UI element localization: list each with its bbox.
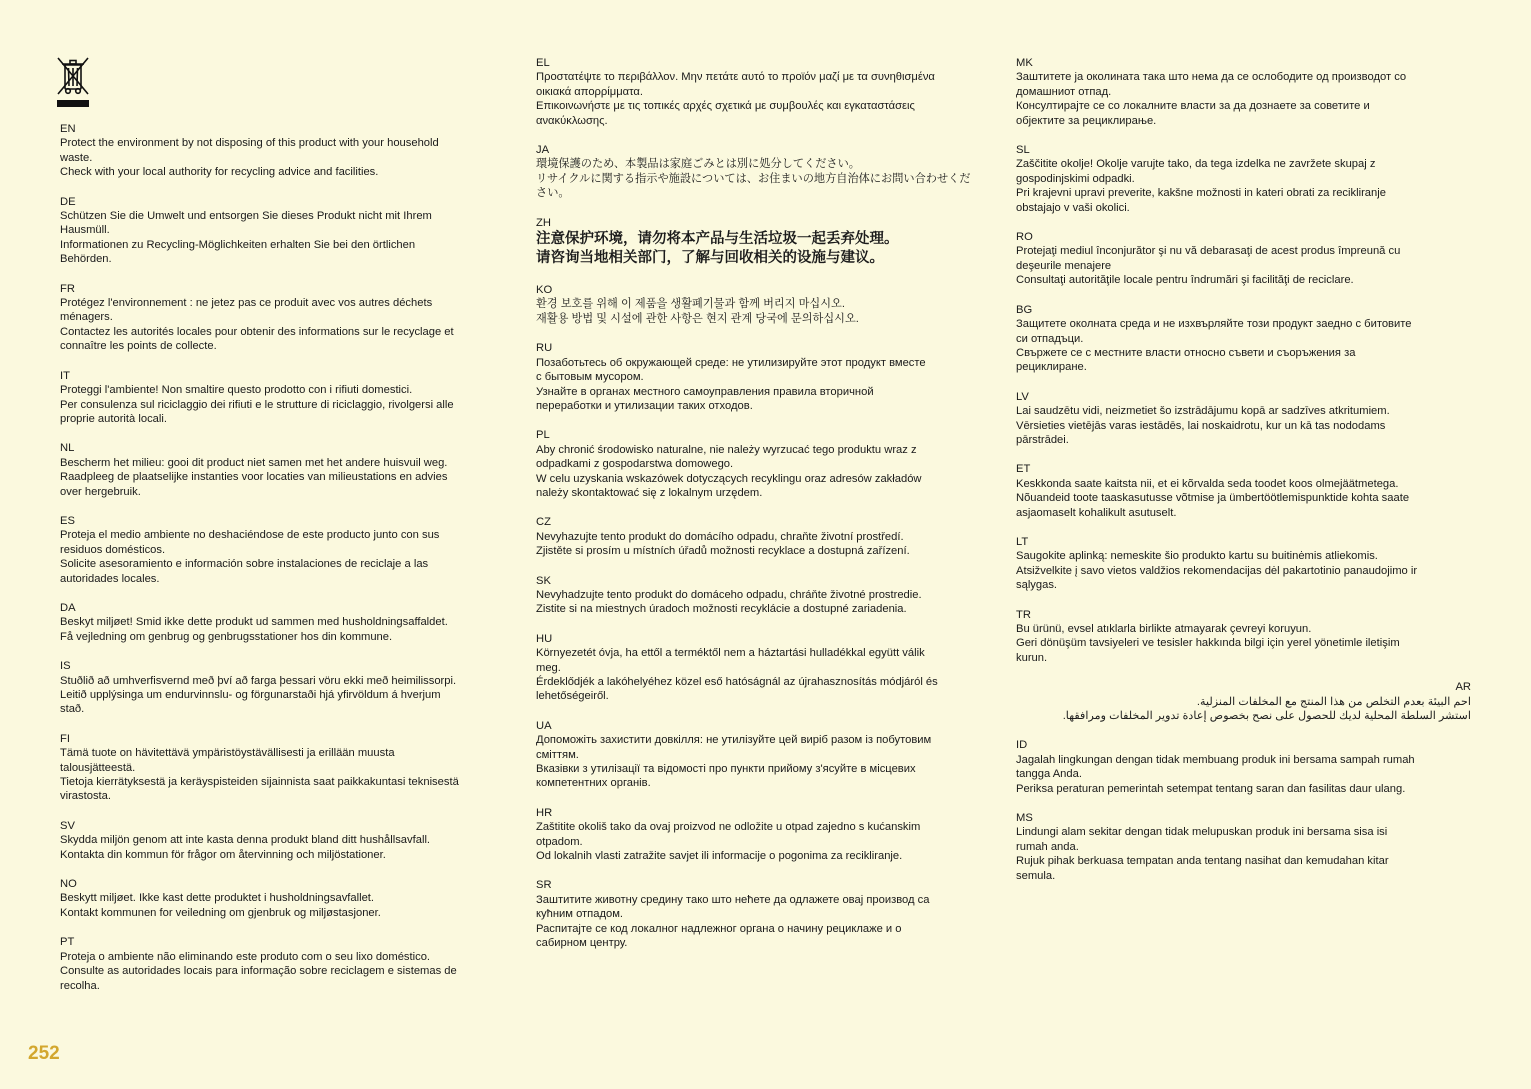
text-line: Nevyhazujte tento produkt do domácího odpadu, chraňte životní prostředí. (536, 530, 904, 543)
language-code: ES (60, 514, 75, 527)
text-line: Od lokalnih vlasti zatražite savjet ili informacije o pogonima za recikliranje. (536, 850, 903, 863)
text-line: virastosta. (60, 790, 111, 803)
text-line: Вказівки з утилізації та відомості про пункти прийому з'ясуйте в місцевих (536, 763, 916, 776)
language-code: HU (536, 632, 553, 645)
text-line: сабирном центру. (536, 937, 628, 950)
text-line: talousjätteestä. (60, 761, 136, 774)
language-code: RO (1016, 231, 1033, 244)
text-line: Lindungi alam sekitar dengan tidak melupuskan produk ini bersama sisa isi (1016, 826, 1388, 839)
text-line: Zjistěte si prosím u místních úřadů možnosti recyklace a dostupná zařízení. (536, 545, 910, 558)
text-line: 環境保護のため、本製品は家庭ごみとは別に処分してください。 (536, 158, 860, 171)
text-line: Geri dönüşüm tavsiyeleri ve tesisler hakkında bilgi için yerel yönetimle iletişim (1016, 637, 1400, 650)
language-block-it (60, 369, 515, 427)
language-column-2 (536, 56, 988, 966)
text-line: Stuðlið að umhverfisvernd með því að farga þessari vöru ekki með heimilissorpi. (60, 674, 457, 687)
text-line: Заштитите животну средину тако што нећете да одлажете овај производ са (536, 893, 930, 906)
text-line: Tietoja kierrätyksestä ja keräyspisteiden sijainnista saat paikkakuntasi teknisestä (60, 776, 459, 789)
language-block-et (1016, 462, 1471, 520)
text-line: Kontakta din kommun för frågor om återvinning och miljöstationer. (60, 848, 386, 861)
text-line: Atsižvelkite į savo vietos valdžios rekomendacijas dėl pakartotinio panaudojimo ir (1016, 564, 1418, 577)
text-line: Nõuandeid toote taaskasutusse võtmise ja ümbertöötlemispunktide kohta saate (1016, 492, 1410, 505)
text-line: Protégez l'environnement : ne jetez pas ce produit avec vos autres déchets (60, 297, 433, 310)
text-line: Lai saudzētu vidi, neizmetiet šo izstrādājumu kopā ar sadzīves atkritumiem. (1016, 405, 1390, 418)
language-code: FR (60, 282, 75, 295)
language-block-ru (536, 341, 988, 413)
text-line: lehetőségeiről. (536, 690, 609, 703)
text-line: сміттям. (536, 748, 579, 761)
text-line: احم البيئة بعدم التخلص من هذا المنتج مع المخلفات المنزلية. (1196, 695, 1471, 708)
language-block-ms (1016, 811, 1471, 883)
text-line: Nevyhadzujte tento produkt do domáceho odpadu, chráňte životné prostredie. (536, 588, 922, 601)
text-line: recolha. (60, 979, 100, 992)
text-line: pārstrādei. (1016, 433, 1069, 446)
language-block-nl (60, 441, 515, 499)
text-line: Zaščitite okolje! Okolje varujte tako, da tega izdelka ne zavržete skupaj z (1016, 158, 1376, 171)
language-code: SR (536, 879, 552, 892)
text-line: Saugokite aplinką: nemeskite šio produkto kartu su buitinėmis atliekomis. (1016, 550, 1378, 563)
language-code: NO (60, 878, 77, 891)
language-code: EN (60, 123, 76, 135)
text-line: Check with your local authority for recycling advice and facilities. (60, 166, 379, 179)
weee-crossed-out-bin-icon (56, 56, 90, 108)
text-line: Επικοινωνήστε με τις τοπικές αρχές σχετικά με συμβουλές και εγκαταστάσεις (536, 100, 915, 113)
text-line: rumah anda. (1016, 840, 1079, 853)
text-line: W celu uzyskania wskazówek dotyczących recyklingu oraz adresów zakładów (536, 472, 922, 485)
text-line: リサイクルに関する指示や施設については、お住まいの地方自治体にお問い合わせくだ (536, 172, 971, 185)
language-code: HR (536, 806, 553, 819)
text-line: Periksa peraturan pemerintah setempat tentang saran dan fasilitas daur ulang. (1016, 782, 1406, 795)
text-line: Jagalah lingkungan dengan tidak membuang produk ini bersama sampah rumah (1016, 753, 1415, 766)
text-line: otpadom. (536, 835, 583, 848)
text-line: tangga Anda. (1016, 768, 1082, 781)
text-line: Per consulenza sul riciclaggio dei rifiuti e le strutture di riciclaggio, rivolgersi alle (60, 398, 454, 411)
language-code: TR (1016, 608, 1031, 621)
text-line: Proteja el medio ambiente no deshaciéndose de este producto junto con sus (60, 529, 440, 542)
language-code: BG (1016, 303, 1033, 316)
text-line: Vērsieties vietējās varas iestādēs, lai noskaidrotu, kur un kā tas nododams (1016, 419, 1386, 432)
text-line: Schützen Sie die Umwelt und entsorgen Sie dieses Produkt nicht mit Ihrem (60, 210, 432, 223)
language-block-sr (536, 878, 988, 950)
text-line: Proteggi l'ambiente! Non smaltire questo prodotto con i rifiuti domestici. (60, 384, 413, 397)
text-line: Tämä tuote on hävitettävä ympäristöystävällisesti ja erillään muusta (60, 747, 395, 760)
text-line: переработки и утилизации таких отходов. (536, 399, 753, 412)
text-line: stað. (60, 703, 85, 716)
text-line: autoridades locales. (60, 572, 160, 585)
language-code: ZH (536, 216, 551, 229)
language-block-lt (1016, 535, 1471, 593)
language-block-sv (60, 819, 515, 862)
text-line: meg. (536, 661, 561, 674)
text-line: Få vejledning om genbrug og genbrugsstationer hos din kommune. (60, 630, 393, 643)
text-line: 재활용 방법 및 시설에 관한 사항은 현지 관계 당국에 문의하십시오. (536, 312, 859, 325)
language-code: RU (536, 342, 553, 355)
text-line: Допоможіть захистити довкілля: не утилізуйте цей виріб разом із побутовим (536, 734, 932, 747)
text-line: Kontakt kommunen for veiledning om gjenbruk og miljøstasjoner. (60, 906, 381, 919)
text-line: рециклиране. (1016, 361, 1087, 374)
text-line: Proteja o ambiente não eliminando este produto com o seu lixo doméstico. (60, 950, 431, 963)
language-block-zh (536, 216, 988, 268)
text-line: odpadkami z gospodarstwa domowego. (536, 458, 734, 471)
text-line: с бытовым мусором. (536, 371, 644, 384)
language-code: JA (536, 144, 550, 157)
text-line: ménagers. (60, 311, 113, 324)
text-line: 환경 보호를 위해 이 제품을 생활폐기물과 함께 버리지 마십시오. (536, 298, 845, 311)
text-line: 请咨询当地相关部门，了解与回收相关的设施与建议。 (536, 250, 884, 267)
text-line: Protect the environment by not disposing of this product with your household (60, 137, 439, 150)
language-block-ro (1016, 230, 1471, 288)
text-line: Keskkonda saate kaitsta nii, et ei kõrvalda seda toodet koos olmejäätmetega. (1016, 477, 1399, 490)
text-line: Protejaţi mediul înconjurător şi nu vă debarasaţi de acest produs împreună cu (1016, 245, 1401, 258)
text-line: semula. (1016, 869, 1056, 882)
text-line: Bu ürünü, evsel atıklarla birlikte atmayarak çevreyi koruyun. (1016, 623, 1312, 635)
text-line: Contactez les autorités locales pour obtenir des informations sur le recyclage et (60, 325, 454, 338)
language-block-hu (536, 632, 988, 704)
language-block-ua (536, 719, 988, 791)
language-code: EL (536, 57, 550, 69)
text-line: Распитајте се код локалног надлежног органа о начину рециклаже и о (536, 922, 902, 935)
language-code: MS (1016, 812, 1033, 825)
language-column-3 (1016, 56, 1471, 898)
language-block-mk (1016, 56, 1471, 128)
language-code: KO (536, 284, 553, 297)
language-block-tr (1016, 608, 1471, 666)
text-line: кућним отпадом. (536, 908, 623, 921)
text-line: Προστατέψτε το περιβάλλον. Μην πετάτε αυτό το προϊόν μαζί με τα συνηθισμένα (536, 71, 935, 84)
text-line: Aby chronić środowisko naturalne, nie należy wyrzucać tego produktu wraz z (536, 443, 917, 456)
language-block-no (60, 877, 515, 920)
language-block-sk (536, 574, 988, 617)
language-block-lv (1016, 390, 1471, 448)
text-line: Pri krajevni upravi preverite, kakšne možnosti in kateri obrati za recikliranje (1016, 187, 1386, 200)
language-block-id (1016, 738, 1471, 796)
text-line: Érdeklődjék a lakóhelyéhez közel eső hatóságnál az újrahasznosítás módjáról és (536, 676, 938, 688)
text-line: Környezetét óvja, ha ettől a terméktől nem a háztartási hulladékkal együtt válik (536, 647, 925, 660)
language-block-bg (1016, 303, 1471, 375)
text-line: asjaomaselt kohalikult asutuselt. (1016, 506, 1177, 519)
language-column-1 (60, 122, 515, 1008)
language-code: CZ (536, 516, 551, 529)
text-line: Rujuk pihak berkuasa tempatan anda tentang nasihat dan kemudahan kitar (1016, 855, 1389, 868)
language-block-hr (536, 806, 988, 864)
text-line: Solicite asesoramiento e información sobre instalaciones de reciclaje a las (60, 558, 429, 571)
language-code: LV (1016, 390, 1029, 403)
text-line: Консултирајте се со локалните власти за да дознаете за советите и (1016, 100, 1370, 113)
text-line: kurun. (1016, 651, 1048, 664)
text-line: Skydda miljön genom att inte kasta denna produkt bland ditt hushållsavfall. (60, 834, 431, 847)
text-line: Consultaţi autorităţile locale pentru îndrumări şi facilităţi de reciclare. (1016, 274, 1354, 287)
language-code: DA (60, 601, 76, 614)
language-block-ko (536, 283, 988, 326)
page-number: 252 (28, 1043, 60, 1064)
text-line: 注意保护环境，请勿将本产品与生活垃圾一起丢弃处理。 (536, 231, 899, 248)
text-line: компетентних органів. (536, 777, 651, 790)
text-line: Behörden. (60, 253, 112, 266)
text-line: си отпадъци. (1016, 332, 1084, 345)
language-block-fi (60, 732, 515, 804)
text-line: домашниот отпад. (1016, 85, 1112, 98)
language-block-ar (1016, 680, 1471, 723)
language-block-de (60, 195, 515, 267)
text-line: proprie autorità locali. (60, 412, 167, 425)
language-code: ID (1016, 739, 1028, 752)
language-block-pl (536, 428, 988, 500)
text-line: deşeurile menajere (1016, 259, 1112, 272)
language-block-da (60, 601, 515, 644)
text-line: објектите за рециклирање. (1016, 114, 1157, 127)
text-line: استشر السلطة المحلية لديك للحصول على نصح بخصوص إعادة تدوير المخلفات ومرافقها. (1062, 710, 1471, 723)
language-block-ja (536, 143, 988, 201)
text-line: ανακύκλωσης. (536, 114, 608, 127)
language-code: SK (536, 574, 551, 587)
text-line: Zistite si na miestnych úradoch možnosti recyklácie a dostupné zariadenia. (536, 603, 907, 616)
text-line: Bescherm het milieu: gooi dit product niet samen met het andere huisvuil weg. (60, 456, 448, 469)
text-line: obstajajo v vaši okolici. (1016, 201, 1130, 214)
language-code: SV (60, 819, 75, 832)
text-line: over hergebruik. (60, 485, 141, 498)
language-code: IT (60, 369, 70, 382)
text-line: Beskyt miljøet! Smid ikke dette produkt ud sammen med husholdningsaffaldet. (60, 616, 448, 629)
text-line: Beskytt miljøet. Ikke kast dette produktet i husholdningsavfallet. (60, 892, 375, 905)
text-line: さい。 (536, 187, 570, 200)
language-block-pt (60, 935, 515, 993)
text-line: gospodinjskimi odpadki. (1016, 172, 1135, 185)
text-line: Leitið upplýsinga um endurvinnslu- og förgunarstaði hjá yfirvöldum á hverjum (60, 689, 441, 701)
language-code: LT (1016, 535, 1029, 548)
text-line: Consulte as autoridades locais para informação sobre reciclagem e sistemas de (60, 965, 457, 978)
language-code: NL (60, 442, 75, 455)
text-line: Raadpleeg de plaatselijke instanties voor locaties van milieustations en advies (60, 471, 448, 484)
language-code: UA (536, 719, 552, 732)
language-code: FI (60, 732, 70, 745)
text-line: Заштитете ја околината така што нема да се ослободите од производот со (1016, 71, 1407, 84)
language-code: AR (1455, 681, 1471, 694)
language-block-is (60, 659, 515, 717)
language-block-cz (536, 515, 988, 558)
language-code: PT (60, 936, 75, 949)
language-block-fr (60, 282, 515, 354)
language-block-es (60, 514, 515, 586)
text-line: sąlygas. (1016, 579, 1058, 592)
text-line: Informationen zu Recycling-Möglichkeiten erhalten Sie bei den örtlichen (60, 238, 416, 251)
language-block-sl (1016, 143, 1471, 215)
language-block-el (536, 56, 988, 128)
language-code: ET (1016, 463, 1031, 476)
text-line: waste. (60, 151, 93, 164)
language-code: SL (1016, 144, 1030, 157)
text-line: οικιακά απορρίμματα. (536, 85, 643, 98)
language-code: IS (60, 660, 71, 673)
language-code: DE (60, 195, 76, 208)
text-line: Hausmüll. (60, 224, 110, 237)
language-code: MK (1016, 57, 1033, 69)
text-line: Zaštitite okoliš tako da ovaj proizvod ne odložite u otpad zajedno s kućanskim (536, 821, 921, 834)
text-line: Защитете околната среда и не изхвърляйте този продукт заедно с битовите (1016, 318, 1412, 331)
language-block-en (60, 122, 515, 180)
text-line: należy skontaktować się z lokalnym urzędem. (536, 486, 763, 499)
text-line: residuos domésticos. (60, 543, 166, 556)
text-line: connaître les points de collecte. (60, 340, 217, 353)
text-line: Узнайте в органах местного самоуправления правила вторичной (536, 385, 874, 398)
language-code: PL (536, 429, 550, 442)
text-line: Позаботьтесь об окружающей среде: не утилизируйте этот продукт вместе (536, 356, 926, 369)
text-line: Свържете се с местните власти относно съвети и съоръжения за (1016, 346, 1356, 359)
